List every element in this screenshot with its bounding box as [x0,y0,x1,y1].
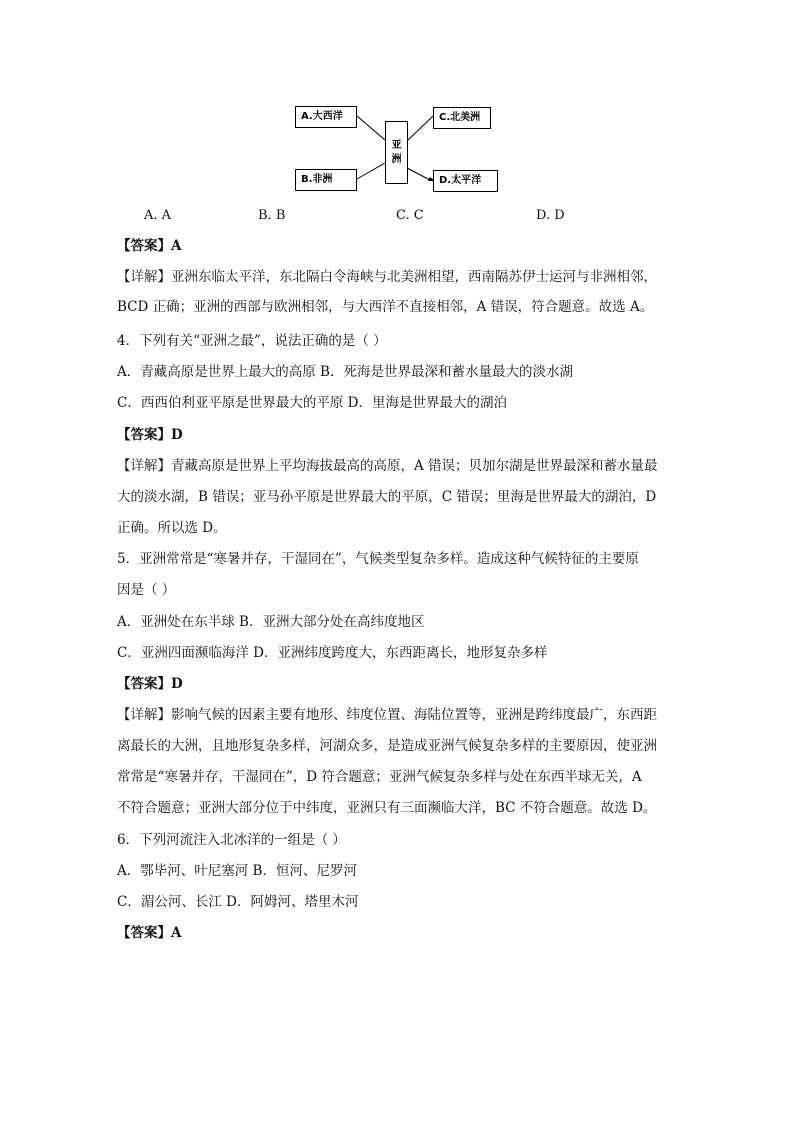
q3-option-d: D. D [536,208,565,223]
q4-explanation-line-3: 正确。所以选 D。 [117,520,227,536]
diagram-asia-char-1: 亚 [391,139,402,151]
diagram-box-north-america [433,107,491,129]
q3-explanation-line-2: BCD 正确；亚洲的西部与欧洲相邻，与大西洋不直接相邻，A 错误，符合题意。故选 A。 [117,299,654,315]
diagram-box-pacific [433,170,498,192]
diagram-box-north-america-label: C.北美洲 [439,112,481,123]
diagram-box-atlantic [295,106,357,128]
diagram-box-africa [295,169,357,191]
q4-options-ab: A．青藏高原是世界上最大的高原 B．死海是世界最深和蓄水量最大的淡水湖 [117,364,573,380]
q4-options-cd: C．西西伯利亚平原是世界最大的平原 D．里海是世界最大的湖泊 [117,395,507,411]
diagram-asia-char-2: 洲 [391,153,402,165]
q5-options-ab: A．亚洲处在东半球 B．亚洲大部分处在高纬度地区 [117,614,425,630]
q4-explanation-line-1: 【详解】青藏高原是世界上平均海拔最高的高原，A 错误；贝加尔湖是世界最深和蓄水量最 [117,458,658,474]
q5-options-cd: C．亚洲四面濒临海洋 D．亚洲纬度跨度大，东西距离长，地形复杂多样 [117,645,548,661]
q5-explanation-line-2: 离最长的大洲，且地形复杂多样，河湖众多，是造成亚洲气候复杂多样的主要原因，使亚洲 [117,738,657,754]
q6-options-ab: A．鄂毕河、叶尼塞河 B．恒河、尼罗河 [117,863,357,879]
q3-option-c: C. C [396,208,424,223]
diagram-box-asia [385,121,408,184]
q5-explanation-line-4: 不符合题意；亚洲大部分位于中纬度，亚洲只有三面濒临大洋，BC 不符合题意。故选 D。 [117,800,657,816]
q3-explanation-line-1: 【详解】亚洲东临太平洋，东北隔白令海峡与北美洲相望，西南隔苏伊士运河与非洲相邻， [117,269,657,285]
q4-question: 4．下列有关“亚洲之最”，说法正确的是（ ） [117,333,387,349]
asia-neighbors-diagram [294,101,494,193]
q3-answer: 【答案】A [117,238,182,254]
q5-explanation-line-1: 【详解】影响气候的因素主要有地形、纬度位置、海陆位置等，亚洲是跨纬度最广，东西距 [117,707,657,723]
q5-question-line-2: 因是（ ） [117,582,176,598]
q6-answer: 【答案】A [117,925,182,941]
q5-question-line-1: 5．亚洲常常是“寒暑并存，干湿同在”，气候类型复杂多样。造成这种气候特征的主要原 [117,551,639,567]
q6-options-cd: C．湄公河、长江 D．阿姆河、塔里木河 [117,894,359,910]
diagram-box-pacific-label: D.太平洋 [439,175,482,186]
q3-option-b: B. B [258,208,286,223]
q4-explanation-line-2: 大的淡水湖，B 错误；亚马孙平原是世界最大的平原，C 错误；里海是世界最大的湖泊，D [117,489,657,505]
diagram-box-africa-label: B.非洲 [301,174,333,185]
q3-option-a: A. A [144,208,172,223]
q6-question: 6．下列河流注入北冰洋的一组是（ ） [117,832,346,848]
diagram-box-atlantic-label: A.大西洋 [301,111,343,122]
q5-answer: 【答案】D [117,676,183,692]
q5-explanation-line-3: 常常是“寒暑并存，干湿同在”，D 符合题意；亚洲气候复杂多样与处在东西半球无关，A [117,769,642,785]
q4-answer: 【答案】D [117,427,183,443]
